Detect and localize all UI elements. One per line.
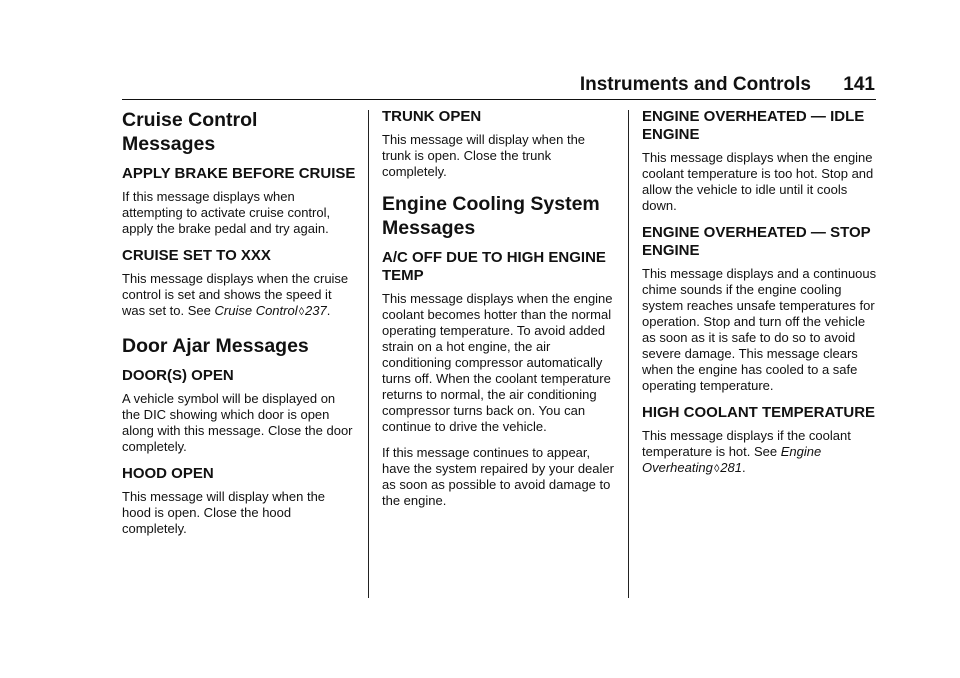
header-divider	[122, 99, 876, 100]
text-doors-open: A vehicle symbol will be displayed on the DIC showing which door is open along with this message. Close the door completely.	[122, 391, 353, 454]
text-hood-open: This message will display when the hood is open. Close the hood completely.	[122, 489, 326, 536]
text-engine-overheated-stop: This message displays and a continuous chime sounds if the engine cooling system reaches unsafe temperatures for operation. Stop and turn off the vehicle as soon as it is safe to do so to avoid severe damage. This message clears when the engine has cooled to a safe operating temperature.	[642, 266, 877, 393]
page-ref-arrow-icon: ◊	[298, 306, 305, 318]
title-ac-off-high-engine-temp: A/C OFF DUE TO HIGH ENGINE TEMP	[382, 249, 606, 284]
title-engine-overheated-stop: ENGINE OVERHEATED — STOP ENGINE	[642, 224, 871, 259]
title-engine-overheated-idle: ENGINE OVERHEATED — IDLE ENGINE	[642, 108, 865, 143]
text-apply-brake: If this message displays when attempting to activate cruise control, apply the brake pedal and try again.	[122, 189, 331, 236]
column-divider	[368, 110, 369, 598]
text-high-coolant: This message displays if the coolant temperature is hot. See Engine Overheating◊281.	[642, 428, 851, 475]
title-high-coolant-temperature: HIGH COOLANT TEMPERATURE	[642, 404, 876, 421]
title-doors-open: DOOR(S) OPEN	[122, 367, 234, 384]
title-trunk-open: TRUNK OPEN	[382, 108, 482, 125]
section-title: Instruments and Controls	[579, 74, 811, 95]
column-divider	[628, 110, 629, 598]
text-cruise-set: This message displays when the cruise control is set and shows the speed it was set to. See Cruise Control◊237.	[122, 271, 349, 318]
title-apply-brake-before-cruise: APPLY BRAKE BEFORE CRUISE	[122, 165, 356, 182]
link-engine-overheating-label: Engine Overheating	[642, 444, 822, 475]
text-ac-off-continued: If this message continues to appear, have the system repaired by your dealer as soon as possible to avoid damage to the engine.	[382, 445, 614, 508]
column-right	[642, 108, 878, 487]
title-cruise-set: CRUISE SET TO XXX	[122, 247, 271, 264]
heading-door-ajar-messages: Door Ajar Messages	[122, 335, 309, 357]
text-ac-off: This message displays when the engine coolant becomes hotter than the normal operating temperature. To avoid added strain on a hot engine, the air conditioning compressor automatically turns off. When the coolant temperature returns to normal, the air conditioning compressor turns back on. You can continue to drive the vehicle.	[382, 291, 613, 434]
title-hood-open: HOOD OPEN	[122, 465, 214, 482]
page-number: 141	[843, 74, 875, 95]
text-trunk-open: This message will display when the trunk is open. Close the trunk completely.	[382, 132, 586, 179]
column-left	[122, 108, 356, 547]
heading-engine-cooling-system-messages: Engine Cooling System Messages	[382, 193, 600, 239]
link-cruise-control[interactable]	[215, 303, 327, 318]
text-cruise-set-body: This message displays when the cruise control is set and shows the speed it was set to. See	[122, 271, 349, 318]
column-middle	[382, 108, 616, 519]
link-cruise-control-label: Cruise Control	[214, 303, 298, 318]
page-ref-arrow-icon: ◊	[713, 463, 720, 475]
link-cruise-control-page: 237	[305, 303, 327, 318]
link-engine-overheating-page: 281	[720, 460, 742, 475]
text-high-coolant-body: This message displays if the coolant temperature is hot. See	[642, 428, 851, 459]
text-engine-overheated-idle: This message displays when the engine coolant temperature is too hot. Stop and allow the vehicle to idle until it cools down.	[642, 150, 874, 213]
heading-cruise-control-messages: Cruise Control Messages	[122, 109, 258, 155]
